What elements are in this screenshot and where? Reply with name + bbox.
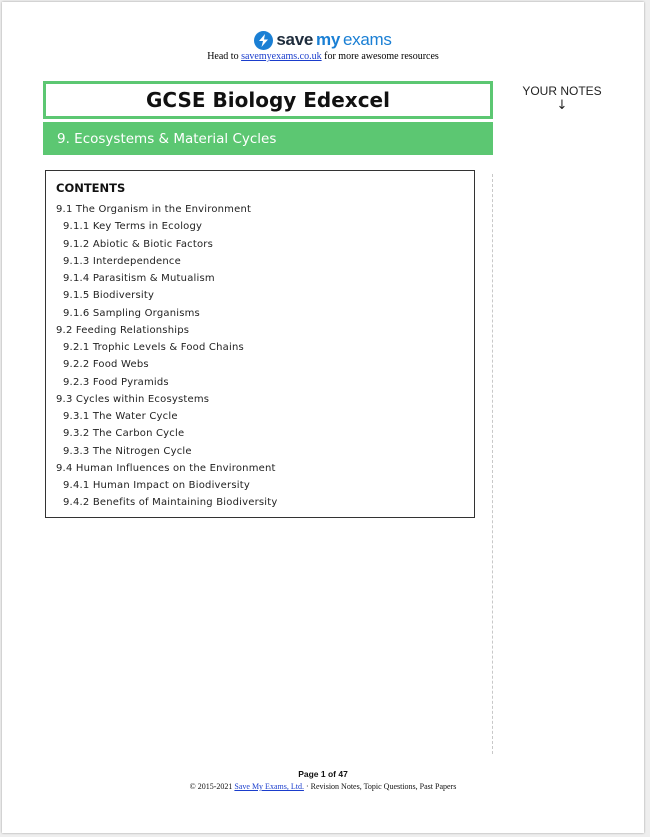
brand-exams-text: exams — [343, 30, 392, 49]
toc-section-item[interactable]: 9.3 Cycles within Ecosystems — [56, 393, 210, 405]
toc-subsection-item[interactable]: 9.1.1 Key Terms in Ecology — [63, 221, 203, 233]
document-title: GCSE Biology Edexcel — [146, 88, 390, 112]
arrow-down-icon: ↓ — [556, 98, 568, 113]
document-title-box — [43, 81, 493, 119]
company-link[interactable]: Save My Exams, Ltd. — [234, 782, 304, 791]
brand-logo[interactable] — [2, 30, 644, 51]
toc-subsection-item[interactable]: 9.1.5 Biodiversity — [63, 290, 155, 302]
toc-subsection-item[interactable]: 9.2.1 Trophic Levels & Food Chains — [63, 342, 244, 353]
toc-subsection-item[interactable]: 9.2.2 Food Webs — [63, 359, 149, 371]
toc-subsection-item[interactable]: 9.2.3 Food Pyramids — [63, 376, 169, 388]
toc-subsection-item[interactable]: 9.4.1 Human Impact on Biodiversity — [63, 480, 250, 491]
toc-section-item[interactable]: 9.1 The Organism in the Environment — [56, 204, 252, 215]
section-title: 9. Ecosystems & Material Cycles — [57, 130, 277, 147]
toc-subsection-item[interactable]: 9.1.6 Sampling Organisms — [63, 307, 200, 319]
contents-box — [45, 170, 475, 518]
toc-subsection-item[interactable]: 9.3.1 The Water Cycle — [63, 411, 178, 422]
toc-subsection-item[interactable]: 9.3.2 The Carbon Cycle — [63, 428, 185, 440]
header-tagline — [2, 51, 644, 62]
toc-subsection-item[interactable]: 9.1.3 Interdependence — [63, 255, 181, 267]
toc-section-item[interactable]: 9.4 Human Influences on the Environment — [56, 462, 276, 474]
copyright-prefix: © 2015-2021 — [189, 782, 235, 791]
site-link[interactable]: savemyexams.co.uk — [241, 51, 322, 62]
copyright-suffix: · Revision Notes, Topic Questions, Past Papers — [303, 782, 457, 791]
brand-save-text: save — [276, 30, 314, 49]
toc-section-item[interactable]: 9.2 Feeding Relationships — [56, 324, 190, 336]
toc-subsection-item[interactable]: 9.1.4 Parasitism & Mutualism — [63, 273, 215, 284]
toc-subsection-item[interactable]: 9.1.2 Abiotic & Biotic Factors — [63, 238, 214, 250]
notes-divider — [492, 174, 493, 754]
toc-subsection-item[interactable]: 9.4.2 Benefits of Maintaining Biodiversity — [63, 497, 278, 509]
page-number: Page 1 of 47 — [298, 769, 348, 779]
toc-subsection-item[interactable]: 9.3.3 The Nitrogen Cycle — [63, 445, 192, 457]
document-page — [2, 2, 644, 833]
contents-heading: CONTENTS — [56, 181, 126, 195]
footer-copyright — [2, 782, 644, 791]
contents-list — [56, 201, 278, 512]
tagline-prefix: Head to — [207, 51, 242, 62]
lightning-bolt-icon — [254, 31, 273, 50]
tagline-suffix: for more awesome resources — [321, 51, 439, 62]
your-notes-label: YOUR NOTES — [522, 84, 602, 98]
section-banner — [43, 122, 493, 155]
brand-my-text: my — [316, 30, 341, 49]
